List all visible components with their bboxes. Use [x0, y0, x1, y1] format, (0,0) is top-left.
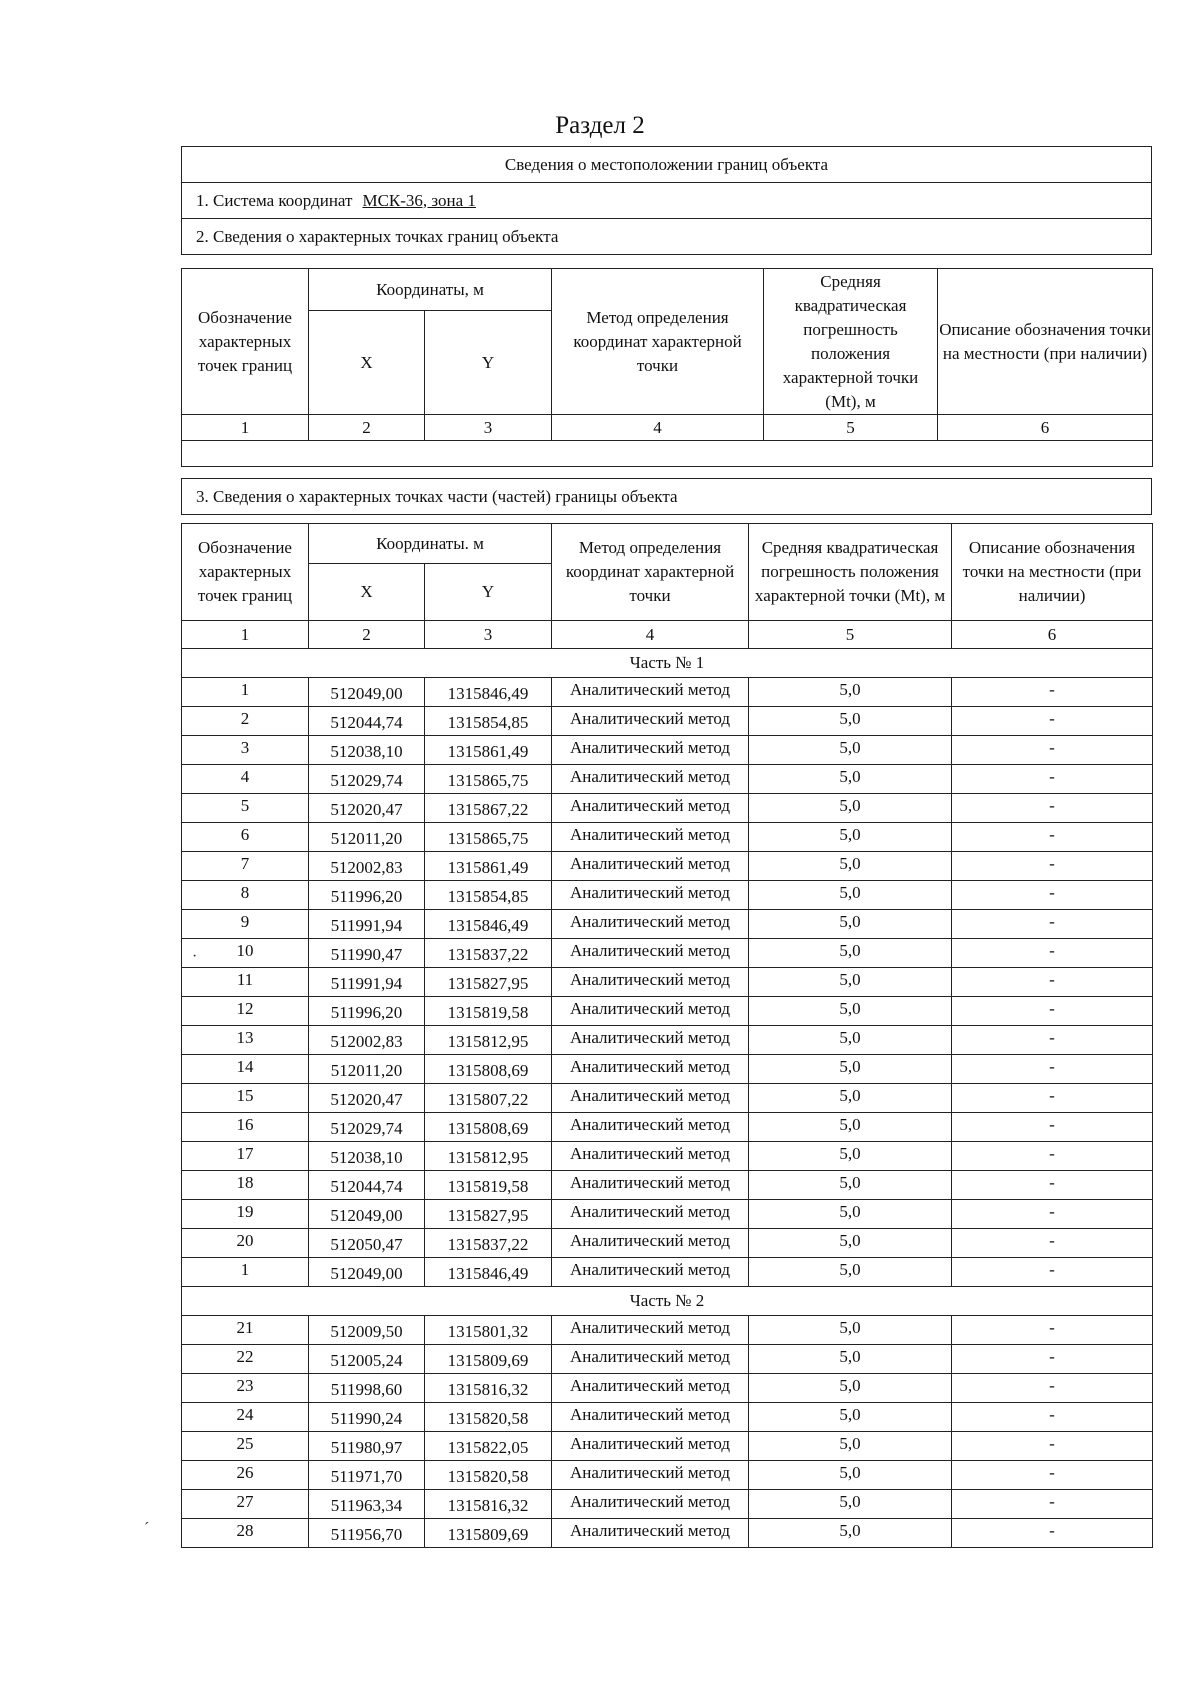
col-number: 3	[425, 621, 552, 649]
col-number: 1	[182, 621, 309, 649]
x-coordinate: 512038,10	[309, 736, 425, 765]
x-coordinate: 512038,10	[309, 1142, 425, 1171]
x-coordinate: 512002,83	[309, 1026, 425, 1055]
method-cell: Аналитический метод	[552, 736, 749, 765]
point-number: 12	[182, 997, 309, 1026]
error-value: 5,0	[749, 1026, 952, 1055]
x-coordinate: 512044,74	[309, 1171, 425, 1200]
point-number: 9	[182, 910, 309, 939]
header-y: Y	[425, 311, 552, 415]
x-coordinate: 511991,94	[309, 910, 425, 939]
method-cell: Аналитический метод	[552, 1229, 749, 1258]
x-coordinate: 512029,74	[309, 765, 425, 794]
error-value: 5,0	[749, 707, 952, 736]
error-value: 5,0	[749, 881, 952, 910]
error-value: 5,0	[749, 1084, 952, 1113]
description-cell: -	[952, 1519, 1153, 1548]
description-cell: -	[952, 1026, 1153, 1055]
point-number: 3	[182, 736, 309, 765]
error-value: 5,0	[749, 1200, 952, 1229]
method-cell: Аналитический метод	[552, 1171, 749, 1200]
description-cell: -	[952, 678, 1153, 707]
coord-system-value: МСК-36, зона 1	[362, 190, 476, 210]
method-cell: Аналитический метод	[552, 1403, 749, 1432]
coord-system-label: 1. Система координат	[196, 190, 353, 210]
table-row	[182, 939, 1153, 968]
error-value: 5,0	[749, 1519, 952, 1548]
description-cell: -	[952, 968, 1153, 997]
point-number: 14	[182, 1055, 309, 1084]
header-description: Описание обозначения точки на местности (при наличии)	[952, 524, 1153, 621]
table-row	[182, 707, 1153, 736]
header-x: X	[309, 564, 425, 621]
col-number: 3	[425, 415, 552, 441]
point-number: 19	[182, 1200, 309, 1229]
error-value: 5,0	[749, 1403, 952, 1432]
error-value: 5,0	[749, 1345, 952, 1374]
method-cell: Аналитический метод	[552, 881, 749, 910]
point-number: 26	[182, 1461, 309, 1490]
table-row	[182, 1084, 1153, 1113]
point-number: 20	[182, 1229, 309, 1258]
error-value: 5,0	[749, 1432, 952, 1461]
x-coordinate: 511980,97	[309, 1432, 425, 1461]
x-coordinate: 511996,20	[309, 881, 425, 910]
method-cell: Аналитический метод	[552, 678, 749, 707]
table-row	[182, 1113, 1153, 1142]
point-number: 15	[182, 1084, 309, 1113]
description-cell: -	[952, 881, 1153, 910]
point-number: 13	[182, 1026, 309, 1055]
x-coordinate: 512020,47	[309, 794, 425, 823]
error-value: 5,0	[749, 794, 952, 823]
y-coordinate: 1315820,58	[425, 1403, 552, 1432]
table-row	[182, 1490, 1153, 1519]
x-coordinate: 512049,00	[309, 1200, 425, 1229]
y-coordinate: 1315808,69	[425, 1055, 552, 1084]
table-row	[182, 765, 1153, 794]
parts-points-table	[181, 523, 1153, 1548]
description-cell: -	[952, 1229, 1153, 1258]
y-coordinate: 1315816,32	[425, 1490, 552, 1519]
table-row	[182, 1258, 1153, 1287]
point-number: 6	[182, 823, 309, 852]
method-cell: Аналитический метод	[552, 968, 749, 997]
column-numbers-row	[182, 415, 1153, 441]
method-cell: Аналитический метод	[552, 1258, 749, 1287]
description-cell: -	[952, 939, 1153, 968]
table-row	[182, 1171, 1153, 1200]
method-cell: Аналитический метод	[552, 939, 749, 968]
description-cell: -	[952, 736, 1153, 765]
point-number: 28	[182, 1519, 309, 1548]
header-y: Y	[425, 564, 552, 621]
point-number: 16	[182, 1113, 309, 1142]
table-row	[182, 794, 1153, 823]
empty-cell	[182, 441, 1153, 467]
y-coordinate: 1315801,32	[425, 1316, 552, 1345]
table-row	[182, 1316, 1153, 1345]
header-coords: Координаты, м	[309, 269, 552, 311]
method-cell: Аналитический метод	[552, 1026, 749, 1055]
point-number: 10	[182, 939, 309, 968]
table-row	[182, 678, 1153, 707]
point-number: 25	[182, 1432, 309, 1461]
header-x: X	[309, 311, 425, 415]
column-numbers-row	[182, 621, 1153, 649]
description-cell: -	[952, 910, 1153, 939]
point-number: 2	[182, 707, 309, 736]
header-method: Метод определения координат характерной точки	[552, 269, 764, 415]
method-cell: Аналитический метод	[552, 1461, 749, 1490]
y-coordinate: 1315827,95	[425, 1200, 552, 1229]
description-cell: -	[952, 1374, 1153, 1403]
point-number: 21	[182, 1316, 309, 1345]
y-coordinate: 1315812,95	[425, 1026, 552, 1055]
description-cell: -	[952, 1113, 1153, 1142]
y-coordinate: 1315846,49	[425, 910, 552, 939]
y-coordinate: 1315837,22	[425, 939, 552, 968]
table-row	[182, 736, 1153, 765]
error-value: 5,0	[749, 1229, 952, 1258]
method-cell: Аналитический метод	[552, 765, 749, 794]
parts-section-title: 3. Сведения о характерных точках части (частей) границы объекта	[182, 479, 1152, 515]
point-number: 24	[182, 1403, 309, 1432]
table-row	[182, 881, 1153, 910]
description-cell: -	[952, 1200, 1153, 1229]
description-cell: -	[952, 1055, 1153, 1084]
scan-dot-mark: ·	[192, 948, 198, 965]
boundary-points-table	[181, 268, 1153, 467]
description-cell: -	[952, 1490, 1153, 1519]
points-section-title: 2. Сведения о характерных точках границ объекта	[182, 219, 1152, 255]
x-coordinate: 511963,34	[309, 1490, 425, 1519]
y-coordinate: 1315819,58	[425, 1171, 552, 1200]
description-cell: -	[952, 1432, 1153, 1461]
method-cell: Аналитический метод	[552, 1432, 749, 1461]
point-number: 17	[182, 1142, 309, 1171]
coord-system-row	[182, 183, 1152, 219]
table-row	[182, 1374, 1153, 1403]
point-number: 27	[182, 1490, 309, 1519]
error-value: 5,0	[749, 997, 952, 1026]
x-coordinate: 512020,47	[309, 1084, 425, 1113]
y-coordinate: 1315827,95	[425, 968, 552, 997]
point-number: 1	[182, 1258, 309, 1287]
method-cell: Аналитический метод	[552, 1316, 749, 1345]
y-coordinate: 1315812,95	[425, 1142, 552, 1171]
error-value: 5,0	[749, 1171, 952, 1200]
x-coordinate: 512011,20	[309, 823, 425, 852]
point-number: 8	[182, 881, 309, 910]
header-error: Средняя квадратическая погрешность положения характерной точки (Mt), м	[749, 524, 952, 621]
error-value: 5,0	[749, 910, 952, 939]
method-cell: Аналитический метод	[552, 997, 749, 1026]
point-number: 22	[182, 1345, 309, 1374]
x-coordinate: 512005,24	[309, 1345, 425, 1374]
description-cell: -	[952, 852, 1153, 881]
col-number: 5	[749, 621, 952, 649]
error-value: 5,0	[749, 736, 952, 765]
col-number: 4	[552, 621, 749, 649]
header-designation: Обозначение характерных точек границ	[182, 269, 309, 415]
x-coordinate: 511990,47	[309, 939, 425, 968]
method-cell: Аналитический метод	[552, 1490, 749, 1519]
point-number: 11	[182, 968, 309, 997]
method-cell: Аналитический метод	[552, 794, 749, 823]
error-value: 5,0	[749, 852, 952, 881]
method-cell: Аналитический метод	[552, 852, 749, 881]
table-row	[182, 1026, 1153, 1055]
description-cell: -	[952, 1316, 1153, 1345]
point-number: 18	[182, 1171, 309, 1200]
table-row	[182, 1403, 1153, 1432]
y-coordinate: 1315846,49	[425, 678, 552, 707]
table-row	[182, 1142, 1153, 1171]
table-row	[182, 1345, 1153, 1374]
description-cell: -	[952, 765, 1153, 794]
part-title: Часть № 1	[182, 649, 1153, 678]
error-value: 5,0	[749, 1374, 952, 1403]
method-cell: Аналитический метод	[552, 910, 749, 939]
description-cell: -	[952, 1142, 1153, 1171]
y-coordinate: 1315865,75	[425, 823, 552, 852]
col-number: 5	[764, 415, 938, 441]
y-coordinate: 1315820,58	[425, 1461, 552, 1490]
method-cell: Аналитический метод	[552, 823, 749, 852]
error-value: 5,0	[749, 1142, 952, 1171]
description-cell: -	[952, 1171, 1153, 1200]
error-value: 5,0	[749, 1461, 952, 1490]
table-row	[182, 823, 1153, 852]
error-value: 5,0	[749, 939, 952, 968]
error-value: 5,0	[749, 823, 952, 852]
y-coordinate: 1315809,69	[425, 1345, 552, 1374]
description-cell: -	[952, 794, 1153, 823]
method-cell: Аналитический метод	[552, 1142, 749, 1171]
part-title-row	[182, 1287, 1153, 1316]
error-value: 5,0	[749, 1258, 952, 1287]
parts-section-title-box	[181, 478, 1152, 515]
method-cell: Аналитический метод	[552, 1055, 749, 1084]
boundary-info-table	[181, 146, 1152, 255]
x-coordinate: 511971,70	[309, 1461, 425, 1490]
table-row	[182, 1200, 1153, 1229]
x-coordinate: 511990,24	[309, 1403, 425, 1432]
scan-tick-mark: ˊ	[144, 1520, 150, 1537]
table-row	[182, 1519, 1153, 1548]
description-cell: -	[952, 1461, 1153, 1490]
x-coordinate: 512049,00	[309, 678, 425, 707]
point-number: 7	[182, 852, 309, 881]
col-number: 6	[952, 621, 1153, 649]
table-row	[182, 1229, 1153, 1258]
table-row	[182, 968, 1153, 997]
y-coordinate: 1315837,22	[425, 1229, 552, 1258]
error-value: 5,0	[749, 1316, 952, 1345]
y-coordinate: 1315822,05	[425, 1432, 552, 1461]
description-cell: -	[952, 1345, 1153, 1374]
table-row	[182, 1432, 1153, 1461]
section-title: Раздел 2	[555, 112, 645, 139]
y-coordinate: 1315867,22	[425, 794, 552, 823]
method-cell: Аналитический метод	[552, 1519, 749, 1548]
method-cell: Аналитический метод	[552, 707, 749, 736]
x-coordinate: 511991,94	[309, 968, 425, 997]
description-cell: -	[952, 1258, 1153, 1287]
col-number: 2	[309, 621, 425, 649]
method-cell: Аналитический метод	[552, 1200, 749, 1229]
description-cell: -	[952, 1403, 1153, 1432]
col-number: 2	[309, 415, 425, 441]
y-coordinate: 1315854,85	[425, 881, 552, 910]
x-coordinate: 512049,00	[309, 1258, 425, 1287]
header-error: Средняя квадратическая погрешность положения характерной точки (Mt), м	[764, 269, 938, 415]
x-coordinate: 512044,74	[309, 707, 425, 736]
header-method: Метод определения координат характерной точки	[552, 524, 749, 621]
x-coordinate: 512050,47	[309, 1229, 425, 1258]
table-row	[182, 1461, 1153, 1490]
y-coordinate: 1315854,85	[425, 707, 552, 736]
point-number: 4	[182, 765, 309, 794]
description-cell: -	[952, 997, 1153, 1026]
y-coordinate: 1315861,49	[425, 736, 552, 765]
empty-row	[182, 441, 1153, 467]
description-cell: -	[952, 707, 1153, 736]
y-coordinate: 1315861,49	[425, 852, 552, 881]
method-cell: Аналитический метод	[552, 1113, 749, 1142]
error-value: 5,0	[749, 765, 952, 794]
description-cell: -	[952, 1084, 1153, 1113]
x-coordinate: 511998,60	[309, 1374, 425, 1403]
y-coordinate: 1315819,58	[425, 997, 552, 1026]
y-coordinate: 1315807,22	[425, 1084, 552, 1113]
error-value: 5,0	[749, 968, 952, 997]
part-title-row	[182, 649, 1153, 678]
method-cell: Аналитический метод	[552, 1345, 749, 1374]
method-cell: Аналитический метод	[552, 1374, 749, 1403]
x-coordinate: 512011,20	[309, 1055, 425, 1084]
y-coordinate: 1315808,69	[425, 1113, 552, 1142]
boundary-info-header: Сведения о местоположении границ объекта	[182, 147, 1152, 183]
y-coordinate: 1315816,32	[425, 1374, 552, 1403]
error-value: 5,0	[749, 1113, 952, 1142]
point-number: 23	[182, 1374, 309, 1403]
x-coordinate: 512009,50	[309, 1316, 425, 1345]
col-number: 6	[938, 415, 1153, 441]
table-row	[182, 1055, 1153, 1084]
point-number: 1	[182, 678, 309, 707]
col-number: 4	[552, 415, 764, 441]
method-cell: Аналитический метод	[552, 1084, 749, 1113]
error-value: 5,0	[749, 678, 952, 707]
description-cell: -	[952, 823, 1153, 852]
y-coordinate: 1315809,69	[425, 1519, 552, 1548]
x-coordinate: 511956,70	[309, 1519, 425, 1548]
x-coordinate: 512029,74	[309, 1113, 425, 1142]
x-coordinate: 512002,83	[309, 852, 425, 881]
y-coordinate: 1315846,49	[425, 1258, 552, 1287]
part-title: Часть № 2	[182, 1287, 1153, 1316]
col-number: 1	[182, 415, 309, 441]
point-number: 5	[182, 794, 309, 823]
header-designation: Обозначение характерных точек границ	[182, 524, 309, 621]
y-coordinate: 1315865,75	[425, 765, 552, 794]
table-row	[182, 852, 1153, 881]
header-coords: Координаты. м	[309, 524, 552, 564]
error-value: 5,0	[749, 1055, 952, 1084]
header-description: Описание обозначения точки на местности (при наличии)	[938, 269, 1153, 415]
table-row	[182, 910, 1153, 939]
x-coordinate: 511996,20	[309, 997, 425, 1026]
table-row	[182, 997, 1153, 1026]
error-value: 5,0	[749, 1490, 952, 1519]
